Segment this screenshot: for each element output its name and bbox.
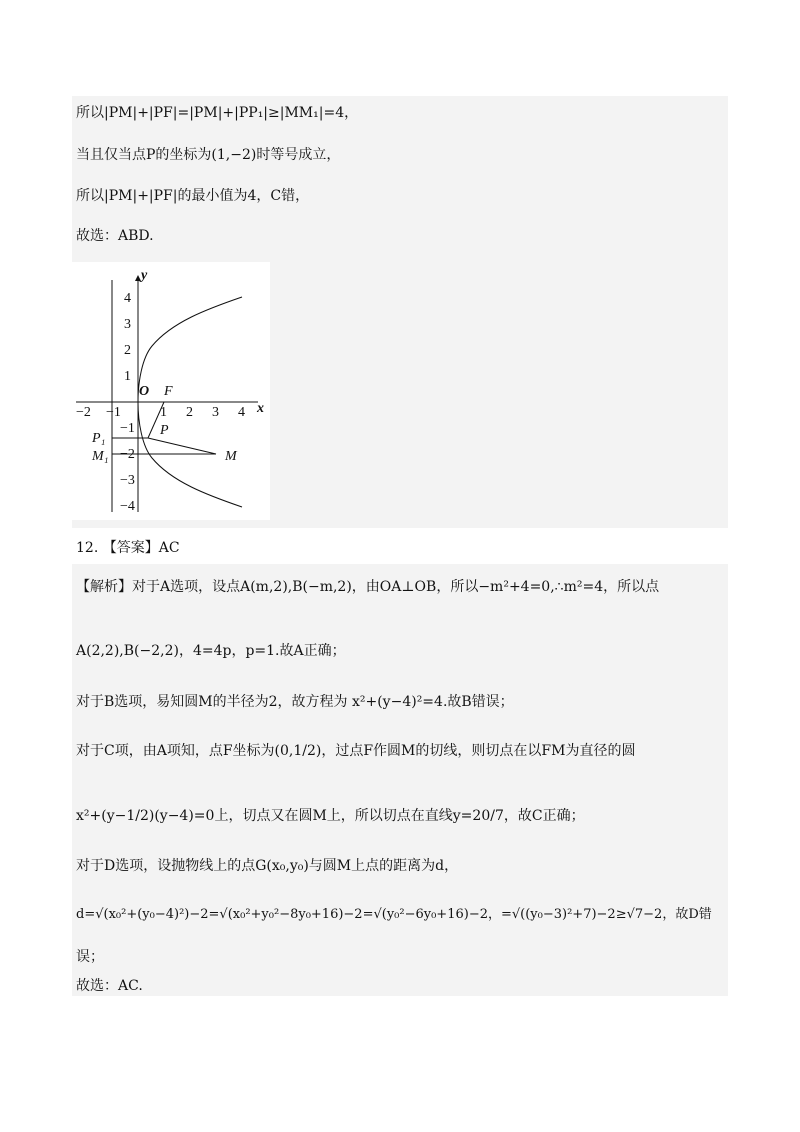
y-tick-neg2: −2 (120, 447, 135, 462)
analysis-d-line-2: d=√(x₀²+(y₀−4)²)−2=√(x₀²+y₀²−8y₀+16)−2=√(y₀²−6y₀+16)−2，=√((y₀−3)²+7)−2≥√7−2，故D错 (76, 907, 712, 922)
final-answer: 故选：AC. (76, 978, 143, 994)
analysis-a-line-1: 【解析】对于A选项，设点A(m,2),B(−m,2)，由OA⊥OB，所以−m²+4=0,∴m²=4，所以点 (76, 579, 660, 595)
point-m-label: M (225, 449, 237, 464)
solution-line-3: 所以|PM|+|PF|的最小值为4，C错， (76, 188, 310, 204)
y-tick-neg4: −4 (120, 499, 135, 514)
point-m1-label: M₁ (92, 449, 109, 464)
y-tick-1: 1 (124, 369, 131, 384)
y-tick-4: 4 (124, 291, 131, 306)
x-tick-1: 1 (160, 405, 167, 420)
answer-header: 12. 【答案】AC (76, 540, 180, 556)
segment-p-m (148, 438, 216, 454)
parabola-plot (72, 262, 270, 520)
solution-line-1: 所以|PM|+|PF|=|PM|+|PP₁|≥|MM₁|=4， (76, 105, 359, 121)
y-tick-neg1: −1 (120, 421, 135, 436)
x-tick-2: 2 (186, 405, 193, 420)
y-tick-3: 3 (124, 317, 131, 332)
y-tick-2: 2 (124, 343, 131, 358)
analysis-d-line-3: 误； (76, 949, 104, 965)
origin-label: O (139, 384, 150, 399)
y-axis-label: y (141, 268, 148, 283)
parabola-figure (72, 262, 270, 520)
parabola-curve (138, 297, 242, 402)
x-axis-label: x (257, 401, 264, 416)
solution-line-2: 当且仅当点P的坐标为(1,−2)时等号成立， (76, 147, 341, 163)
analysis-b-line-1: 对于B选项，易知圆M的半径为2，故方程为 x²+(y−4)²=4.故B错误； (76, 694, 514, 710)
analysis-d-line-1: 对于D选项，设抛物线上的点G(x₀,y₀)与圆M上点的距离为d， (76, 858, 459, 874)
solution-line-4: 故选：ABD. (76, 228, 154, 244)
focus-label: F (164, 384, 173, 399)
analysis-c-line-2: x²+(y−1/2)(y−4)=0上，切点又在圆M上，所以切点在直线y=20/7，故C正确； (76, 808, 585, 824)
point-p-label: P (160, 423, 169, 438)
x-tick-3: 3 (212, 405, 219, 420)
solution-block-bottom (72, 564, 728, 996)
x-tick-neg1: −1 (106, 405, 121, 420)
analysis-a-line-2: A(2,2),B(−2,2)，4=4p，p=1.故A正确； (76, 643, 346, 659)
x-tick-4: 4 (238, 405, 245, 420)
point-p1-label: P₁ (92, 431, 106, 446)
y-tick-neg3: −3 (120, 473, 135, 488)
x-tick-neg2: −2 (76, 405, 91, 420)
analysis-c-line-1: 对于C项，由A项知，点F坐标为(0,1/2)，过点F作圆M的切线，则切点在以FM为直径的圆 (76, 743, 636, 759)
